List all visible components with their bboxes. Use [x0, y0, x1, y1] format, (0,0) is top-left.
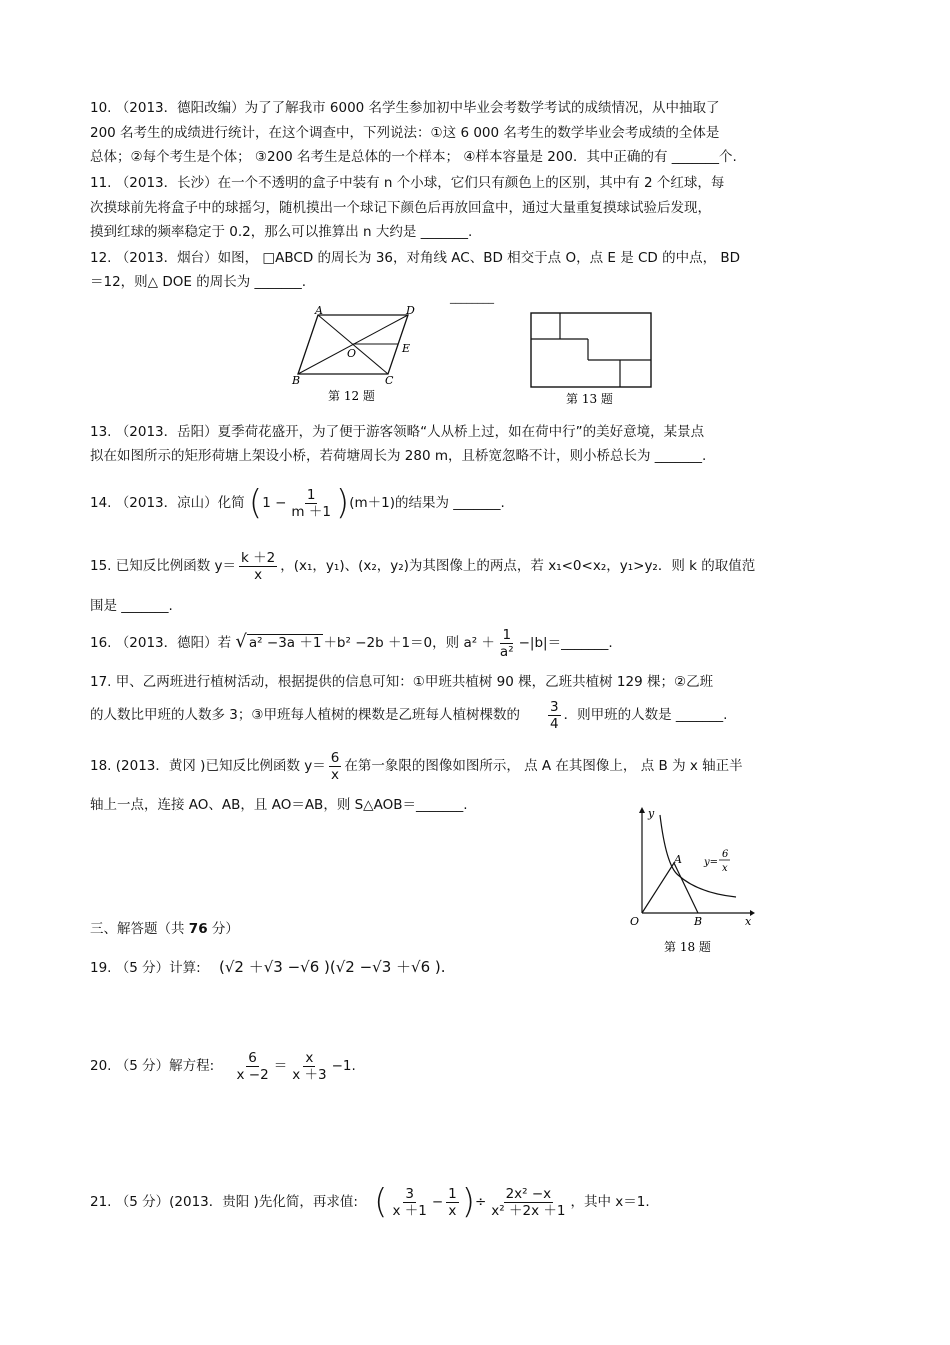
q21-left-paren: (: [374, 1182, 388, 1222]
q16-num: 1: [502, 626, 512, 643]
label-A: A: [315, 306, 323, 317]
q19: [90, 955, 446, 980]
figure-12: [288, 306, 428, 406]
sqrt-icon: √: [235, 631, 247, 652]
q19-prefix: 19. （5 分）计算:: [90, 960, 201, 976]
q16-prefix: 16. （2013．德阳）若: [90, 635, 232, 651]
q21-fraction-2: [446, 1186, 459, 1219]
q15-fraction: [239, 550, 277, 583]
axis-y-label: y: [648, 807, 655, 820]
q17-den: 4: [549, 715, 559, 732]
q14-prefix: 14. （2013．凉山）化简: [90, 495, 245, 511]
q14-right-paren: ): [335, 483, 350, 523]
section3-score: 76: [188, 921, 208, 937]
q15-num: k ＋2: [241, 549, 276, 566]
q14-fraction: [289, 487, 333, 520]
fig12-caption: 第 12 题: [328, 389, 375, 403]
q14-num: 1: [306, 486, 316, 503]
q18-prefix: 18. (2013．黄冈 )已知反比例函数 y＝: [90, 758, 326, 774]
q21-fraction-1: [390, 1186, 428, 1219]
section3-prefix: 三、解答题（共: [90, 921, 189, 937]
fig18-caption: 第 18 题: [664, 940, 711, 954]
pond-diagram: [528, 310, 658, 408]
q16: [90, 624, 613, 661]
q21-right-paren: ): [461, 1182, 475, 1222]
q18-fraction: [329, 750, 342, 783]
q20-tail: −1.: [331, 1058, 356, 1074]
figure-18: [618, 805, 758, 960]
q13-line2: 拟在如图所示的矩形荷塘上架设小桥，若荷塘周长为 280 m，且桥宽忽略不计，则小桥总长为 _______.: [90, 448, 707, 464]
parallelogram-diagram: [288, 306, 428, 406]
q14: [90, 485, 505, 521]
q21-den2: x: [448, 1202, 457, 1219]
q15: [90, 548, 755, 584]
label-E: E: [402, 342, 411, 355]
q21-num1: 3: [405, 1185, 414, 1202]
q13-line1: 13. （2013．岳阳）夏季荷花盛开，为了便于游客领略“人从桥上过，如在荷中行”的美好意境，某景点: [90, 424, 705, 440]
point-B-label: B: [694, 915, 703, 928]
q14-one: 1 −: [262, 495, 287, 511]
q21-minus: −: [431, 1194, 444, 1210]
q10-line2: 200 名考生的成绩进行统计，在这个调查中，下列说法：①这 6 000 名考生的数学毕业会考成绩的全体是: [90, 125, 720, 141]
q19-expr1: (√2 ＋√3 −√6 ): [219, 958, 330, 976]
q21-prefix: 21. （5 分）(2013．贵阳 )先化简，再求值:: [90, 1194, 358, 1210]
q16-fraction: [498, 627, 516, 660]
q17-line2b: ．则甲班的人数是 _______.: [563, 707, 728, 723]
q15-line2: 围是 _______.: [90, 598, 173, 614]
q16-suffix: −|b|＝_______.: [518, 635, 613, 651]
q20-fraction-2: [290, 1050, 328, 1083]
q15-mid: ，(x₁，y₁)、(x₂，y₂)为其图像上的两点，若 x₁<0<x₂，y₁>y₂．则 k 的取值范: [280, 558, 756, 574]
q21-div: ÷: [474, 1194, 487, 1210]
q18-den: x: [331, 766, 340, 783]
q10-line3: 总体；②每个考生是个体； ③200 名考生是总体的一个样本； ④样本容量是 200．其中正确的有 _______个.: [90, 149, 737, 165]
q17-line2a: 的人数比甲班的人数多 3；③甲班每人植树的棵数是乙班每人植树棵数的: [90, 707, 520, 723]
label-D: D: [406, 306, 415, 317]
q21-den3: x² ＋2x ＋1: [491, 1202, 566, 1219]
q12-line1: 12. （2013．烟台）如图， □ABCD 的周长为 36，对角线 AC、BD 相交于点 O，点 E 是 CD 的中点， BD: [90, 250, 741, 266]
q20-den1: x −2: [236, 1066, 269, 1083]
q16-den: a²: [499, 643, 514, 660]
func-num: 6: [722, 849, 729, 860]
q16-rest: ＋b² −2b ＋1＝0，则 a² ＋: [323, 635, 495, 651]
q15-prefix: 15. 已知反比例函数 y＝: [90, 558, 237, 574]
func-label: y=: [704, 857, 719, 868]
q12-blank: ________: [450, 291, 494, 304]
figure-13: [528, 310, 658, 408]
q11-line1: 11. （2013．长沙）在一个不透明的盒子中装有 n 个小球，它们只有颜色上的区别，其中有 2 个红球，每: [90, 175, 725, 191]
q11-line3: 摸到红球的频率稳定于 0.2，那么可以推算出 n 大约是 _______.: [90, 224, 473, 240]
q16-radicand: a² −3a ＋1: [248, 635, 322, 651]
q18: [90, 748, 743, 784]
hyperbola-graph: [618, 805, 758, 960]
q14-left-paren: (: [248, 483, 263, 523]
q17-line1: 17. 甲、乙两班进行植树活动，根据提供的信息可知：①甲班共植树 90 棵，乙班共植树 129 棵；②乙班: [90, 674, 714, 690]
q14-suffix: (m＋1)的结果为 _______.: [349, 495, 505, 511]
q10-line1: 10. （2013．德阳改编）为了了解我市 6000 名学生参加初中毕业会考数学考试的成绩情况，从中抽取了: [90, 100, 720, 116]
fig13-caption: 第 13 题: [566, 392, 613, 406]
origin-label: O: [630, 915, 640, 928]
q21-den1: x ＋1: [392, 1202, 427, 1219]
q21-fraction-3: [489, 1186, 567, 1219]
section-3-heading: [90, 920, 239, 938]
q15-den: x: [254, 566, 263, 583]
label-C: C: [385, 374, 394, 387]
q21-num2: 1: [448, 1185, 457, 1202]
q17-num: 3: [549, 698, 559, 715]
func-den: x: [722, 863, 728, 874]
q21: [90, 1182, 650, 1222]
point-A-label: A: [674, 853, 682, 866]
q20-num1: 6: [248, 1049, 257, 1066]
q20-den2: x ＋3: [292, 1066, 327, 1083]
label-B: B: [292, 374, 301, 387]
q20-fraction-1: [235, 1050, 271, 1083]
axis-x-label: x: [745, 915, 752, 928]
q17-line2: [90, 697, 727, 733]
section3-suffix: 分）: [207, 921, 239, 937]
q20-prefix: 20. （5 分）解方程:: [90, 1058, 215, 1074]
q12-line2: ＝12，则△ DOE 的周长为 _______.: [90, 274, 307, 290]
label-O: O: [347, 347, 357, 360]
q20-num2: x: [305, 1049, 314, 1066]
q21-num3: 2x² −x: [505, 1185, 552, 1202]
q18-num: 6: [330, 749, 340, 766]
q18-line2: 轴上一点，连接 AO、AB，且 AO＝AB，则 S△AOB＝_______.: [90, 797, 468, 813]
q21-suffix: ，其中 x＝1.: [570, 1194, 650, 1210]
q17-fraction: [548, 699, 561, 732]
q20: [90, 1046, 356, 1086]
q19-expr2: (√2 −√3 ＋√6 ).: [329, 958, 446, 976]
q18-suffix: 在第一象限的图像如图所示， 点 A 在其图像上， 点 B 为 x 轴正半: [344, 758, 743, 774]
q11-line2: 次摸球前先将盒子中的球摇匀，随机摸出一个球记下颜色后再放回盒中，通过大量重复摸球试验后发现，: [90, 200, 711, 216]
q20-eq: ＝: [273, 1058, 288, 1074]
q14-den: m ＋1: [291, 503, 331, 520]
